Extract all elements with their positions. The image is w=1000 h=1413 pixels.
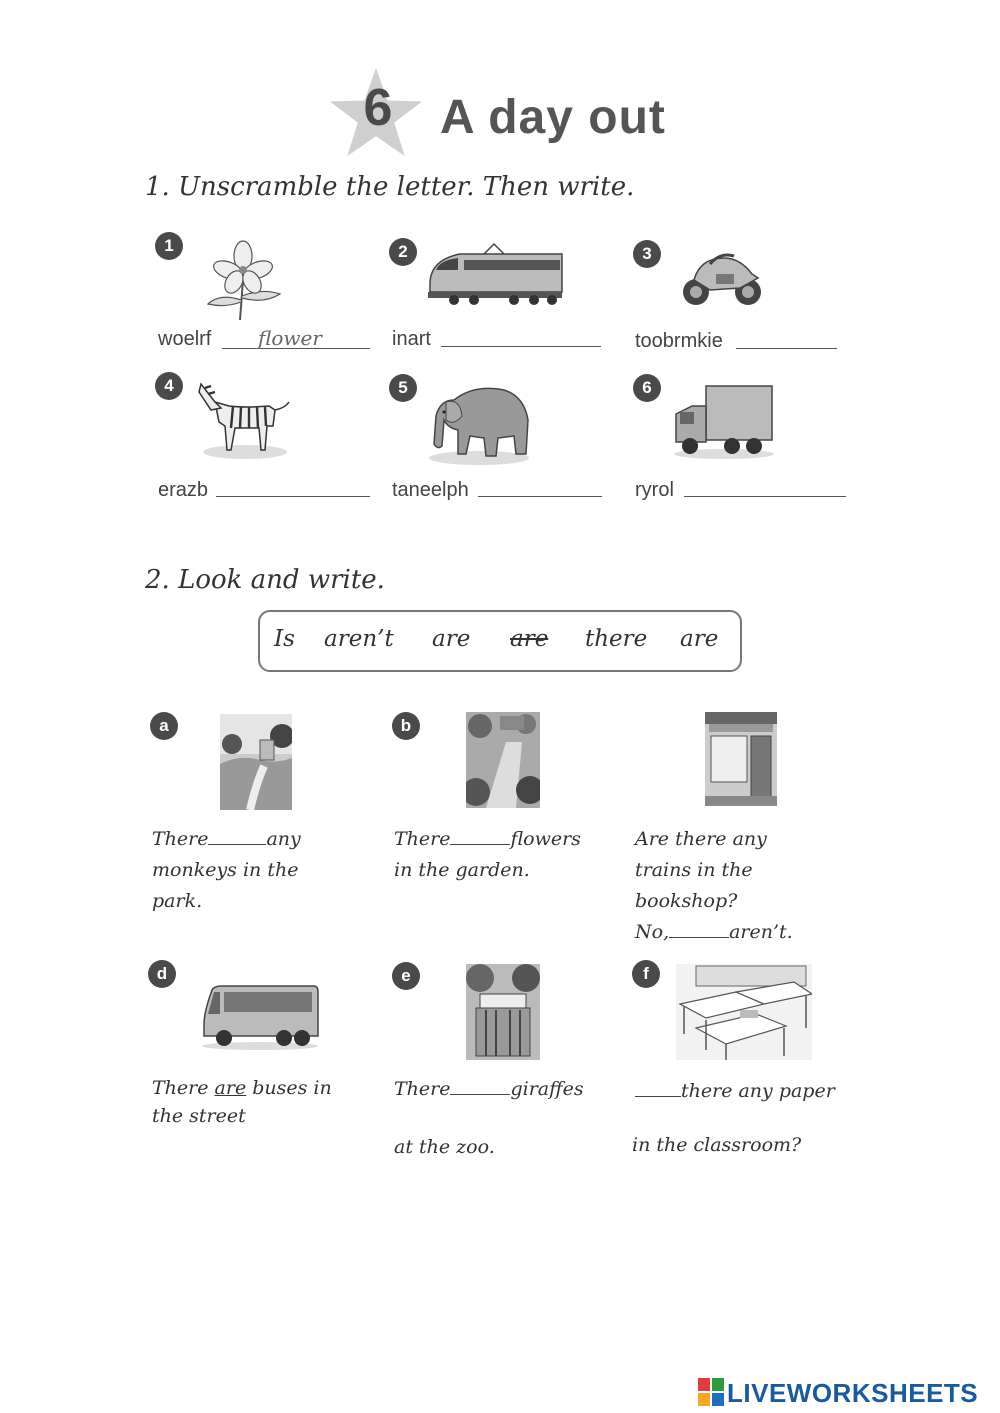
sentence-d: There are buses in the street <box>152 1077 332 1127</box>
page-title: A day out <box>440 91 666 144</box>
scrambled-word: woelrf <box>158 328 212 350</box>
answer-blank[interactable] <box>635 1095 681 1097</box>
answer-line[interactable] <box>684 496 846 497</box>
item-number-badge: 3 <box>633 240 661 268</box>
sentence-f: there any paper <box>635 1076 865 1107</box>
answer-blank[interactable] <box>450 843 510 845</box>
brand-name: LIVEWORKSHEETS <box>727 1378 979 1408</box>
scrambled-word: ryrol <box>635 479 674 501</box>
zebra-icon <box>195 372 295 460</box>
item-letter-badge: d <box>148 960 176 988</box>
sentence-a: There any monkeys in the park. <box>152 828 301 912</box>
item-letter-badge: e <box>392 962 420 990</box>
scrambled-word: inart <box>392 328 431 350</box>
section-2-title: 2. Look and write. <box>145 565 385 595</box>
answer-line[interactable] <box>216 496 370 497</box>
word-bank-item: are <box>432 626 471 652</box>
item-letter-badge: b <box>392 712 420 740</box>
answer-line[interactable] <box>478 496 602 497</box>
zoo-icon <box>466 964 540 1060</box>
garden-icon <box>466 712 540 808</box>
scrambled-word: taneelph <box>392 479 469 501</box>
bus-icon <box>200 984 320 1050</box>
answer-line[interactable] <box>441 346 601 347</box>
scrambled-word: toobrmkie <box>635 330 723 352</box>
sentence-b: There flowers in the garden. <box>394 828 581 881</box>
word-bank-item: are <box>680 626 719 652</box>
word-bank-item: aren’t <box>324 626 394 652</box>
unit-number: 6 <box>363 79 393 137</box>
park-icon <box>220 714 292 810</box>
word-bank <box>258 610 742 672</box>
item-letter-badge: a <box>150 712 178 740</box>
classroom-icon <box>676 964 812 1060</box>
item-letter-badge: f <box>632 960 660 988</box>
scrambled-word: erazb <box>158 479 209 501</box>
item-number-badge: 1 <box>155 232 183 260</box>
answer-blank[interactable] <box>669 936 729 938</box>
answer-text: are <box>214 1077 247 1099</box>
lorry-icon <box>672 384 776 460</box>
answer-text: flower <box>258 326 322 350</box>
sentence-e: There giraffes <box>394 1078 584 1100</box>
section-1-title: 1. Unscramble the letter. Then write. <box>145 172 635 202</box>
sentence-e-continued: at the zoo. <box>394 1136 495 1158</box>
answer-blank[interactable] <box>450 1093 510 1095</box>
item-number-badge: 4 <box>155 372 183 400</box>
item-number-badge: 5 <box>389 374 417 402</box>
motorbike-icon <box>680 244 766 308</box>
word-bank-item: there <box>585 626 648 652</box>
flower-icon <box>200 238 286 322</box>
answer-line[interactable] <box>736 348 837 349</box>
sentence-c: Are there any trains in the bookshop? No, aren’t. <box>635 828 793 943</box>
answer-blank[interactable] <box>208 843 266 845</box>
word-bank-item-used: are <box>510 626 549 652</box>
item-number-badge: 2 <box>389 238 417 266</box>
bookshop-icon <box>705 712 777 806</box>
sentence-f-continued: in the classroom? <box>632 1134 802 1156</box>
word-bank-item: Is <box>274 626 295 652</box>
elephant-icon <box>424 380 534 466</box>
train-icon <box>424 240 564 306</box>
item-number-badge: 6 <box>633 374 661 402</box>
liveworksheets-logo-icon <box>698 1378 724 1406</box>
